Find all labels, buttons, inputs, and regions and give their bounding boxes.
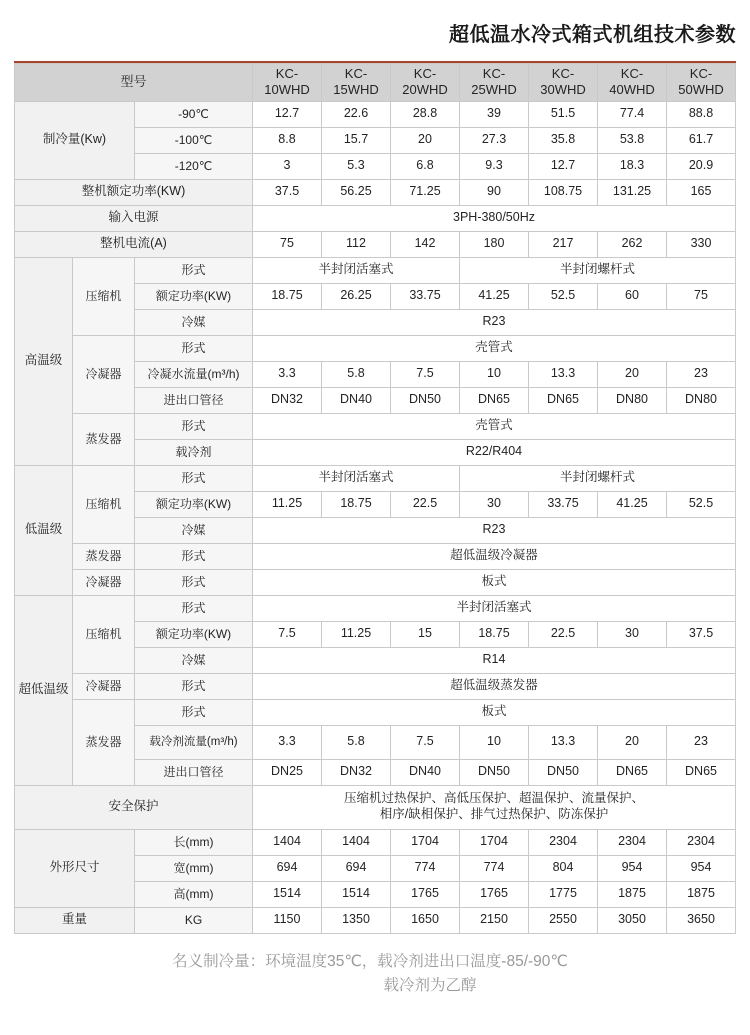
ultralow-evaporator-flow-4: 13.3: [529, 725, 598, 759]
low-condenser-type-label: 形式: [135, 569, 253, 595]
dimension-1-3: 774: [460, 855, 529, 881]
table-row: [15, 231, 736, 257]
high-condenser-flow-3: 10: [460, 361, 529, 387]
high-condenser-pipe-0: DN32: [253, 387, 322, 413]
weight-0: 1150: [253, 907, 322, 933]
ultralow-evaporator-pipe-4: DN50: [529, 759, 598, 785]
current-label: 整机电流(A): [15, 231, 253, 257]
cooling-1-2: 20: [391, 127, 460, 153]
dimension-name-2: 高(mm): [135, 881, 253, 907]
high-condenser-pipe-2: DN50: [391, 387, 460, 413]
ultralow-evaporator-flow-label: 载冷剂流量(m³/h): [135, 725, 253, 759]
low-stage-label: 低温级: [15, 465, 73, 595]
ultralow-compressor-rated-6: 37.5: [667, 621, 736, 647]
table-row: [15, 465, 736, 491]
model-col-0: KC-10WHD: [253, 64, 322, 102]
power-supply-label: 输入电源: [15, 205, 253, 231]
low-compressor-rated-5: 41.25: [598, 491, 667, 517]
ultralow-compressor-refrigerant-value: R14: [253, 647, 736, 673]
dimension-0-1: 1404: [322, 829, 391, 855]
ultralow-compressor-rated-5: 30: [598, 621, 667, 647]
ultralow-evaporator-flow-2: 7.5: [391, 725, 460, 759]
table-row: [15, 413, 736, 439]
safety-label: 安全保护: [15, 785, 253, 829]
ultralow-evaporator-flow-3: 10: [460, 725, 529, 759]
high-evaporator-label: 蒸发器: [73, 413, 135, 465]
ultralow-compressor-type-label: 形式: [135, 595, 253, 621]
low-compressor-rated-2: 22.5: [391, 491, 460, 517]
table-row: [15, 257, 736, 283]
current-5: 262: [598, 231, 667, 257]
ultralow-compressor-rated-2: 15: [391, 621, 460, 647]
low-compressor-refrigerant-value: R23: [253, 517, 736, 543]
page-title: 超低温水冷式箱式机组技术参数: [449, 24, 736, 46]
cooling-capacity-label: 制冷量(Kw): [15, 101, 135, 179]
ultralow-condenser-label: 冷凝器: [73, 673, 135, 699]
title-bar: [0, 0, 750, 57]
cooling-2-1: 5.3: [322, 153, 391, 179]
ultralow-condenser-type-value: 超低温级蒸发器: [253, 673, 736, 699]
model-label: 型号: [15, 64, 253, 102]
high-condenser-flow-6: 23: [667, 361, 736, 387]
rated-power-0: 37.5: [253, 179, 322, 205]
safety-line-2: 相序/缺相保护、排气过热保护、防冻保护: [379, 807, 609, 821]
ultralow-evaporator-type-label: 形式: [135, 699, 253, 725]
dimension-0-0: 1404: [253, 829, 322, 855]
dimension-1-5: 954: [598, 855, 667, 881]
high-condenser-flow-0: 3.3: [253, 361, 322, 387]
model-col-5: KC-40WHD: [598, 64, 667, 102]
low-compressor-rated-6: 52.5: [667, 491, 736, 517]
current-4: 217: [529, 231, 598, 257]
high-compressor-rated-3: 41.25: [460, 283, 529, 309]
low-compressor-label: 压缩机: [73, 465, 135, 543]
table-row: [15, 673, 736, 699]
low-compressor-rated-0: 11.25: [253, 491, 322, 517]
table-row: [15, 543, 736, 569]
high-condenser-type-label: 形式: [135, 335, 253, 361]
model-col-3: KC-25WHD: [460, 64, 529, 102]
high-compressor-type-label: 形式: [135, 257, 253, 283]
low-compressor-rated-label: 额定功率(KW): [135, 491, 253, 517]
ultralow-evaporator-pipe-3: DN50: [460, 759, 529, 785]
low-condenser-type-value: 板式: [253, 569, 736, 595]
model-col-1: KC-15WHD: [322, 64, 391, 102]
table-header-row: [15, 64, 736, 102]
ultralow-evaporator-label: 蒸发器: [73, 699, 135, 785]
ultralow-evaporator-flow-5: 20: [598, 725, 667, 759]
high-evaporator-type-value: 壳管式: [253, 413, 736, 439]
rated-power-label: 整机额定功率(KW): [15, 179, 253, 205]
weight-unit: KG: [135, 907, 253, 933]
footer-note: [0, 950, 750, 1000]
high-compressor-rated-1: 26.25: [322, 283, 391, 309]
weight-1: 1350: [322, 907, 391, 933]
high-compressor-rated-0: 18.75: [253, 283, 322, 309]
ultralow-compressor-type-value: 半封闭活塞式: [253, 595, 736, 621]
weight-4: 2550: [529, 907, 598, 933]
low-evaporator-type-value: 超低温级冷凝器: [253, 543, 736, 569]
rated-power-1: 56.25: [322, 179, 391, 205]
low-compressor-rated-3: 30: [460, 491, 529, 517]
dimension-1-4: 804: [529, 855, 598, 881]
current-3: 180: [460, 231, 529, 257]
high-compressor-refrigerant-value: R23: [253, 309, 736, 335]
weight-5: 3050: [598, 907, 667, 933]
ultralow-compressor-rated-label: 额定功率(KW): [135, 621, 253, 647]
dimension-2-6: 1875: [667, 881, 736, 907]
cooling-2-0: 3: [253, 153, 322, 179]
high-condenser-pipe-1: DN40: [322, 387, 391, 413]
cooling-temp-0: -90℃: [135, 101, 253, 127]
ultralow-evaporator-pipe-0: DN25: [253, 759, 322, 785]
dimension-1-0: 694: [253, 855, 322, 881]
current-6: 330: [667, 231, 736, 257]
high-compressor-label: 压缩机: [73, 257, 135, 335]
ultralow-evaporator-type-value: 板式: [253, 699, 736, 725]
ultralow-condenser-type-label: 形式: [135, 673, 253, 699]
table-row: [15, 179, 736, 205]
high-condenser-flow-1: 5.8: [322, 361, 391, 387]
cooling-0-4: 51.5: [529, 101, 598, 127]
cooling-1-0: 8.8: [253, 127, 322, 153]
high-evaporator-carrier-label: 载冷剂: [135, 439, 253, 465]
cooling-0-0: 12.7: [253, 101, 322, 127]
model-col-6: KC-50WHD: [667, 64, 736, 102]
high-condenser-type-value: 壳管式: [253, 335, 736, 361]
weight-6: 3650: [667, 907, 736, 933]
cooling-2-5: 18.3: [598, 153, 667, 179]
table-row: [15, 205, 736, 231]
cooling-1-4: 35.8: [529, 127, 598, 153]
ultralow-evaporator-flow-6: 23: [667, 725, 736, 759]
ultralow-evaporator-pipe-6: DN65: [667, 759, 736, 785]
dimension-0-5: 2304: [598, 829, 667, 855]
ultralow-evaporator-pipe-2: DN40: [391, 759, 460, 785]
ultralow-evaporator-flow-0: 3.3: [253, 725, 322, 759]
dimensions-label: 外形尺寸: [15, 829, 135, 907]
high-condenser-pipe-label: 进出口管径: [135, 387, 253, 413]
low-condenser-label: 冷凝器: [73, 569, 135, 595]
model-col-2: KC-20WHD: [391, 64, 460, 102]
high-condenser-pipe-6: DN80: [667, 387, 736, 413]
high-stage-label: 高温级: [15, 257, 73, 465]
dimension-0-4: 2304: [529, 829, 598, 855]
model-col-4: KC-30WHD: [529, 64, 598, 102]
high-condenser-flow-5: 20: [598, 361, 667, 387]
high-compressor-rated-label: 额定功率(KW): [135, 283, 253, 309]
ultralow-compressor-rated-3: 18.75: [460, 621, 529, 647]
high-condenser-flow-4: 13.3: [529, 361, 598, 387]
cooling-temp-1: -100℃: [135, 127, 253, 153]
table-row: [15, 101, 736, 127]
ultralow-stage-label: 超低温级: [15, 595, 73, 785]
table-row: [15, 785, 736, 829]
ultralow-evaporator-pipe-label: 进出口管径: [135, 759, 253, 785]
dimension-0-2: 1704: [391, 829, 460, 855]
rated-power-5: 131.25: [598, 179, 667, 205]
high-condenser-pipe-3: DN65: [460, 387, 529, 413]
ultralow-compressor-rated-4: 22.5: [529, 621, 598, 647]
weight-3: 2150: [460, 907, 529, 933]
cooling-temp-2: -120℃: [135, 153, 253, 179]
dimension-2-4: 1775: [529, 881, 598, 907]
high-condenser-label: 冷凝器: [73, 335, 135, 413]
rated-power-6: 165: [667, 179, 736, 205]
weight-label: 重量: [15, 907, 135, 933]
high-compressor-rated-4: 52.5: [529, 283, 598, 309]
current-0: 75: [253, 231, 322, 257]
ultralow-evaporator-flow-1: 5.8: [322, 725, 391, 759]
dimension-0-6: 2304: [667, 829, 736, 855]
high-compressor-type-left: 半封闭活塞式: [253, 257, 460, 283]
high-condenser-pipe-5: DN80: [598, 387, 667, 413]
current-1: 112: [322, 231, 391, 257]
high-compressor-rated-6: 75: [667, 283, 736, 309]
dimension-2-3: 1765: [460, 881, 529, 907]
high-condenser-flow-2: 7.5: [391, 361, 460, 387]
table-row: [15, 335, 736, 361]
footer-line-1: 名义制冷量：环境温度35℃，载冷剂进出口温度-85/-90℃: [172, 952, 568, 970]
low-compressor-refrigerant-label: 冷媒: [135, 517, 253, 543]
low-evaporator-type-label: 形式: [135, 543, 253, 569]
table-row: [15, 595, 736, 621]
high-evaporator-type-label: 形式: [135, 413, 253, 439]
rated-power-2: 71.25: [391, 179, 460, 205]
table-row: [15, 829, 736, 855]
footer-line-2: 载冷剂为乙醇: [383, 977, 477, 995]
high-condenser-flow-label: 冷凝水流量(m³/h): [135, 361, 253, 387]
cooling-2-4: 12.7: [529, 153, 598, 179]
high-compressor-type-right: 半封闭螺杆式: [460, 257, 736, 283]
table-row: [15, 569, 736, 595]
dimension-name-1: 宽(mm): [135, 855, 253, 881]
cooling-0-3: 39: [460, 101, 529, 127]
cooling-2-2: 6.8: [391, 153, 460, 179]
ultralow-evaporator-pipe-1: DN32: [322, 759, 391, 785]
specification-table: [14, 63, 736, 934]
cooling-2-3: 9.3: [460, 153, 529, 179]
rated-power-4: 108.75: [529, 179, 598, 205]
cooling-1-6: 61.7: [667, 127, 736, 153]
ultralow-evaporator-pipe-5: DN65: [598, 759, 667, 785]
high-condenser-pipe-4: DN65: [529, 387, 598, 413]
ultralow-compressor-rated-0: 7.5: [253, 621, 322, 647]
dimension-2-5: 1875: [598, 881, 667, 907]
dimension-1-2: 774: [391, 855, 460, 881]
cooling-0-5: 77.4: [598, 101, 667, 127]
ultralow-compressor-rated-1: 11.25: [322, 621, 391, 647]
safety-line-1: 压缩机过热保护、高低压保护、超温保护、流量保护、: [343, 791, 644, 806]
table-row: [15, 699, 736, 725]
weight-2: 1650: [391, 907, 460, 933]
power-supply-value: 3PH-380/50Hz: [253, 205, 736, 231]
current-2: 142: [391, 231, 460, 257]
dimension-2-0: 1514: [253, 881, 322, 907]
dimension-2-1: 1514: [322, 881, 391, 907]
low-compressor-type-right: 半封闭螺杆式: [460, 465, 736, 491]
cooling-1-3: 27.3: [460, 127, 529, 153]
dimension-name-0: 长(mm): [135, 829, 253, 855]
high-compressor-refrigerant-label: 冷媒: [135, 309, 253, 335]
dimension-2-2: 1765: [391, 881, 460, 907]
cooling-0-1: 22.6: [322, 101, 391, 127]
cooling-1-1: 15.7: [322, 127, 391, 153]
low-compressor-type-label: 形式: [135, 465, 253, 491]
high-compressor-rated-2: 33.75: [391, 283, 460, 309]
ultralow-compressor-refrigerant-label: 冷媒: [135, 647, 253, 673]
high-evaporator-carrier-value: R22/R404: [253, 439, 736, 465]
cooling-0-2: 28.8: [391, 101, 460, 127]
table-row: [15, 907, 736, 933]
dimension-1-1: 694: [322, 855, 391, 881]
low-compressor-rated-1: 18.75: [322, 491, 391, 517]
high-compressor-rated-5: 60: [598, 283, 667, 309]
dimension-1-6: 954: [667, 855, 736, 881]
low-compressor-rated-4: 33.75: [529, 491, 598, 517]
ultralow-compressor-label: 压缩机: [73, 595, 135, 673]
cooling-1-5: 53.8: [598, 127, 667, 153]
dimension-0-3: 1704: [460, 829, 529, 855]
safety-value: [253, 785, 736, 829]
low-compressor-type-left: 半封闭活塞式: [253, 465, 460, 491]
cooling-0-6: 88.8: [667, 101, 736, 127]
low-evaporator-label: 蒸发器: [73, 543, 135, 569]
rated-power-3: 90: [460, 179, 529, 205]
cooling-2-6: 20.9: [667, 153, 736, 179]
